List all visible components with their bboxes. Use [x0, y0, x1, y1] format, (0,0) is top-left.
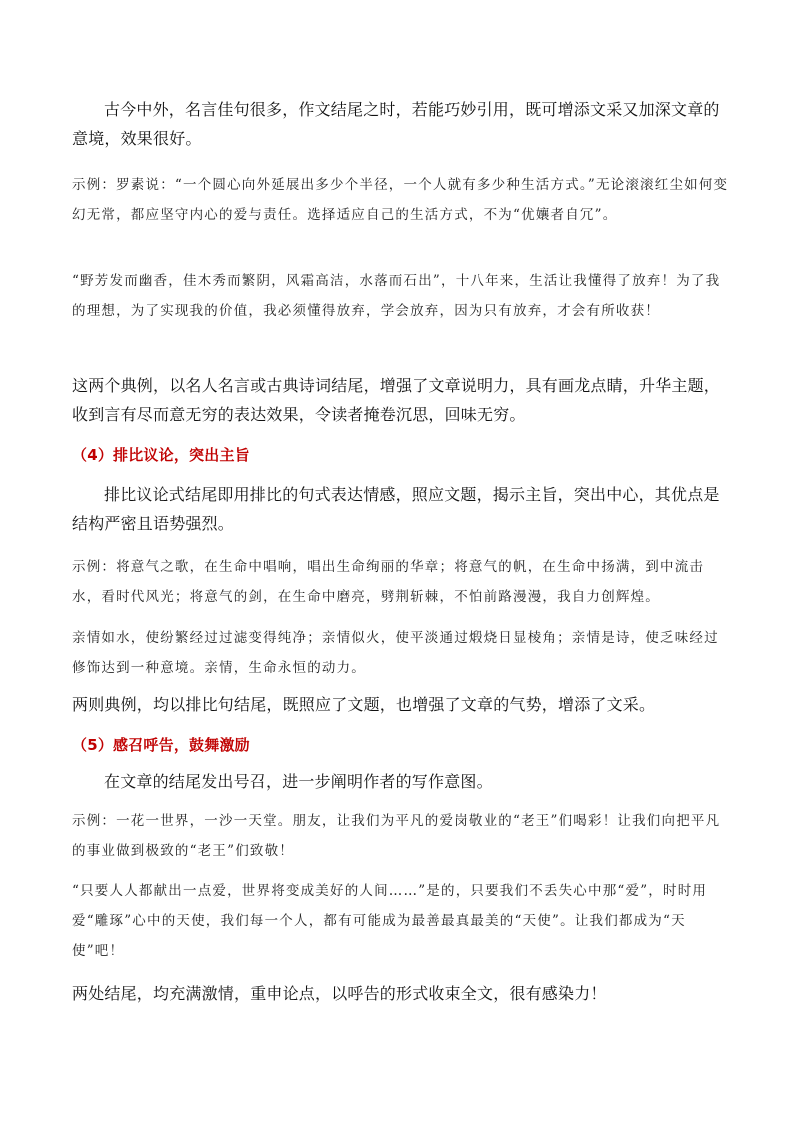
example-angel-appeal: “只要人人都献出一点爱，世界将变成美好的人间……”是的，只要我们不丢失心中那“爱”，时时用爱“雕琢”心中的天使，我们每一个人，都有可能成为最善最真最美的“天使”。让我们都成为“天使”吧！	[72, 883, 708, 959]
example-classical-quote: “野芳发而幽香，佳木秀而繁阴，风霜高洁，水落而石出”，十八年来，生活让我懂得了放弃！为了我的理想，为了实现我的价值，我必须懂得放弃，学会放弃，因为只有放弃，才会有所收获！	[72, 273, 721, 319]
summary-parallelism-paragraph: 两则典例，均以排比句结尾，既照应了文题，也增强了文章的气势，增添了文采。	[72, 695, 656, 714]
example-lao-wang-appeal: 示例：一花一世界，一沙一天堂。朋友，让我们为平凡的爱岗敬业的“老王”们喝彩！让我们向把平凡的事业做到极致的“老王”们致敬！	[72, 813, 721, 859]
example-spirit-parallelism: 示例：将意气之歌，在生命中唱响，唱出生命绚丽的华章；将意气的帆，在生命中扬满，到中流击水，看时代风光；将意气的剑，在生命中磨亮，劈荆斩棘，不怕前路漫漫，我自力创辉煌。	[72, 559, 705, 605]
example-russell-quote: 示例：罗素说：“一个圆心向外延展出多少个半径，一个人就有多少种生活方式。”无论滚滚红尘如何变幻无常，都应坚守内心的爱与责任。选择适应自己的生活方式，不为“优孃者自冗”。	[72, 177, 729, 223]
appeal-intro-paragraph: 在文章的结尾发出号召，进一步阐明作者的写作意图。	[104, 772, 493, 791]
summary-quotes-paragraph: 这两个典例，以名人名言或古典诗词结尾，增强了文章说明力，具有画龙点睛，升华主题，收到言有尽而意无穷的表达效果，令读者掩卷沉思，回味无穷。	[72, 376, 721, 424]
section-heading-appeal: （5）感召呼告，鼓舞激励	[72, 736, 250, 754]
example-family-love-parallelism: 亲情如水，使纷繁经过过滤变得纯净；亲情似火，使平淡通过煅烧日显棱角；亲情是诗，使乏味经过修饰达到一种意境。亲情，生命永恒的动力。	[72, 630, 719, 676]
section-heading-parallelism: （4）排比议论，突出主旨	[72, 446, 250, 464]
summary-appeal-paragraph: 两处结尾，均充满激情，重申论点，以呼告的形式收束全文，很有感染力！	[72, 984, 607, 1003]
intro-paragraph: 古今中外，名言佳句很多，作文结尾之时，若能巧妙引用，既可增添文采又加深文章的意境，效果很好。	[72, 100, 720, 148]
parallelism-intro-paragraph: 排比议论式结尾即用排比的句式表达情感，照应文题，揭示主旨，突出中心，其优点是结构严密且语势强烈。	[72, 485, 720, 533]
